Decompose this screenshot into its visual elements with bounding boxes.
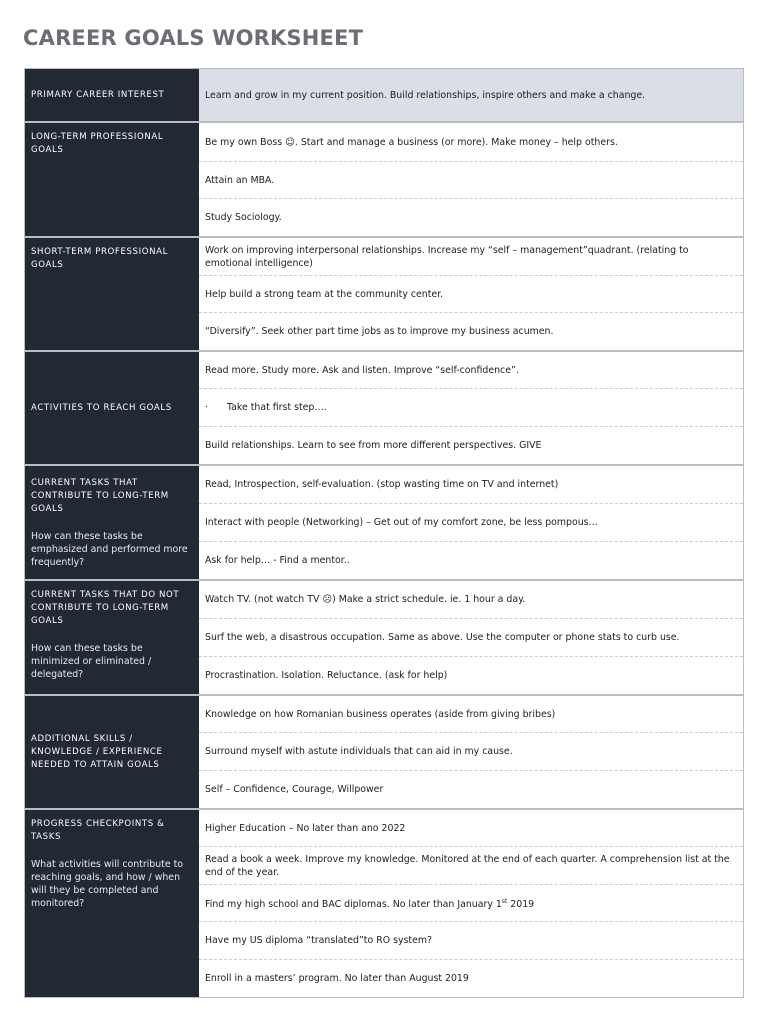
section-label xyxy=(25,123,199,236)
entry-field[interactable] xyxy=(199,276,743,313)
entry-field[interactable] xyxy=(199,542,743,579)
section-progress-checkpoints xyxy=(25,810,743,997)
section-contributing-tasks xyxy=(25,466,743,581)
entry-text: “Diversify”. Seek other part time jobs as to improve my business acumen. xyxy=(205,326,554,337)
section-additional-skills xyxy=(25,696,743,810)
entry-text: Build relationships. Learn to see from more different perspectives. GIVE xyxy=(205,440,542,451)
entry-text: Learn and grow in my current position. Build relationships, inspire others and make a change. xyxy=(205,89,646,101)
entry-field[interactable] xyxy=(199,657,743,694)
section-heading: PRIMARY CAREER INTEREST xyxy=(31,89,165,100)
entry-text-year: 2019 xyxy=(507,899,535,911)
entry-text-main: Find my high school and BAC diplomas. No later than January 1 xyxy=(205,899,502,911)
entry-field[interactable] xyxy=(199,922,743,960)
section-label xyxy=(25,238,199,350)
entry-field[interactable] xyxy=(199,238,743,276)
entry-text: Help build a strong team at the community center. xyxy=(205,288,444,300)
ordinal-suffix: st xyxy=(501,897,508,905)
entry-field[interactable] xyxy=(199,123,743,162)
entry-field[interactable] xyxy=(199,389,743,427)
entry-text: Study Sociology. xyxy=(205,212,282,223)
section-short-term-goals xyxy=(25,238,743,352)
entry-field[interactable] xyxy=(199,885,743,922)
entry-field[interactable] xyxy=(199,427,743,464)
section-prompt: How can these tasks be emphasized and performed more frequently? xyxy=(31,530,188,568)
section-label xyxy=(25,352,199,464)
entry-text: Ask for help… - Find a mentor.. xyxy=(205,555,350,566)
section-label xyxy=(25,466,199,579)
entry-text: Surf the web, a disastrous occupation. Same as above. Use the computer or phone stats to curb use. xyxy=(205,632,680,643)
section-heading: ACTIVITIES TO REACH GOALS xyxy=(31,402,172,413)
entry-field[interactable] xyxy=(199,619,743,657)
entry-text: Read, Introspection, self-evaluation. (stop wasting time on TV and internet) xyxy=(205,479,559,490)
entry-field[interactable] xyxy=(199,960,743,997)
entry-text: Surround myself with astute individuals that can aid in my cause. xyxy=(205,746,513,757)
entry-text: Procrastination. Isolation. Reluctance. (ask for help) xyxy=(205,670,448,681)
entry-text: Take that first step…. xyxy=(227,402,327,413)
section-heading: PROGRESS CHECKPOINTS & TASKS xyxy=(31,819,165,842)
section-prompt: How can these tasks be minimized or eliminated / delegated? xyxy=(31,643,152,680)
section-non-contributing-tasks xyxy=(25,581,743,696)
entry-text xyxy=(205,895,534,911)
section-label xyxy=(25,696,199,808)
entry-text: Read a book a week. Improve my knowledge. Monitored at the end of each quarter. A comprehension list at the end of the year. xyxy=(205,853,730,878)
entry-text: Interact with people (Networking) – Get out of my comfort zone, be less pompous… xyxy=(205,517,598,528)
entry-text: Have my US diploma “translated”to RO system? xyxy=(205,935,432,946)
entry-field[interactable] xyxy=(199,199,743,236)
worksheet-table xyxy=(24,68,744,998)
entry-field[interactable] xyxy=(199,847,743,885)
entry-field[interactable] xyxy=(199,810,743,847)
entry-text: Be my own Boss ☺. Start and manage a business (or more). Make money – help others. xyxy=(205,136,618,148)
entry-text: Enroll in a masters’ program. No later than August 2019 xyxy=(205,973,469,984)
section-heading: SHORT-TERM PROFESSIONAL GOALS xyxy=(31,247,168,270)
entry-text: Work on improving interpersonal relationships. Increase my “self – management”quadrant. (relating to emotional intelligence) xyxy=(205,244,689,269)
entry-field[interactable] xyxy=(199,69,743,121)
entry-field[interactable] xyxy=(199,504,743,542)
entry-text: Higher Education – No later than ano 2022 xyxy=(205,822,406,834)
entry-text: Knowledge on how Romanian business operates (aside from giving bribes) xyxy=(205,708,556,720)
section-activities xyxy=(25,352,743,466)
entry-text: Read more. Study more. Ask and listen. Improve “self-confidence”. xyxy=(205,364,519,376)
entry-field[interactable] xyxy=(199,733,743,771)
section-heading: CURRENT TASKS THAT DO NOT CONTRIBUTE TO LONG-TERM GOALS xyxy=(31,590,180,626)
entry-field[interactable] xyxy=(199,352,743,389)
section-primary-career-interest xyxy=(25,69,743,123)
entry-field[interactable] xyxy=(199,696,743,733)
section-prompt: What activities will contribute to reaching goals, and how / when will they be completed and monitored? xyxy=(31,859,184,909)
entry-field[interactable] xyxy=(199,771,743,808)
section-label xyxy=(25,581,199,694)
section-heading: LONG-TERM PROFESSIONAL GOALS xyxy=(31,132,164,155)
section-heading: CURRENT TASKS THAT CONTRIBUTE TO LONG-TERM GOALS xyxy=(31,477,169,514)
entry-text: Self – Confidence, Courage, Willpower xyxy=(205,784,384,795)
section-label xyxy=(25,810,199,997)
entry-text: Watch TV. (not watch TV ☹) Make a strict schedule. ie. 1 hour a day. xyxy=(205,594,526,605)
entry-text: Attain an MBA. xyxy=(205,174,275,186)
page-title: CAREER GOALS WORKSHEET xyxy=(23,26,364,50)
section-heading: ADDITIONAL SKILLS / KNOWLEDGE / EXPERIENCE NEEDED TO ATTAIN GOALS xyxy=(31,733,163,770)
section-long-term-goals xyxy=(25,123,743,238)
section-label xyxy=(25,69,199,121)
entry-field[interactable] xyxy=(199,313,743,350)
bullet-point: · xyxy=(205,402,208,413)
entry-field[interactable] xyxy=(199,466,743,504)
entry-field[interactable] xyxy=(199,162,743,199)
entry-field[interactable] xyxy=(199,581,743,619)
